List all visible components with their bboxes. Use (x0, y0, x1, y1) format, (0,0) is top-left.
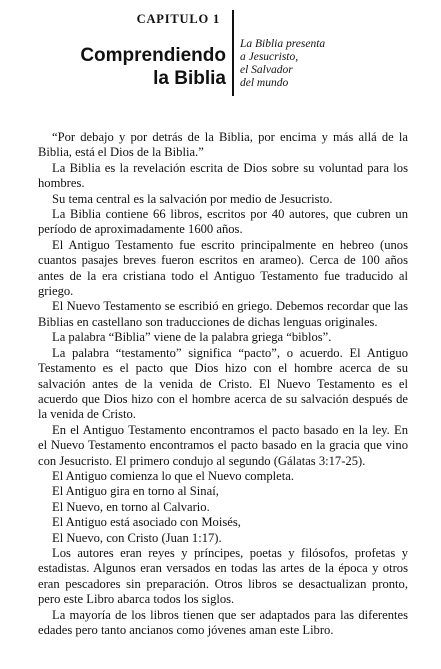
subtitle-line-1: La Biblia presenta (240, 38, 326, 50)
chapter-body (38, 130, 408, 638)
chapter-title-line-2: la Biblia (153, 68, 226, 89)
header-divider (232, 10, 234, 96)
paragraph-short: El Nuevo, en torno al Calvario. (52, 499, 210, 514)
chapter-title (70, 44, 226, 90)
paragraph-quote: “Por debajo y por detrás de la Biblia, por encima y más allá de la Biblia, está el Dios de la Biblia.” (38, 130, 408, 160)
paragraph: Los autores eran reyes y príncipes, poetas y filósofos, profetas y estadistas. Algunos eran versados en todas las artes de la época y otros eran pescadores sin preparación. Otros libros se desactualizan pronto, pero este Libro abarca todos los siglos. (38, 545, 408, 607)
paragraph: La Biblia contiene 66 libros, escritos por 40 autores, que cubren un período de aproximadamente 1600 años. (38, 207, 408, 237)
subtitle-line-2: a Jesucristo, (240, 51, 299, 63)
paragraph: El Antiguo Testamento fue escrito principalmente en hebreo (unos cuantos pasajes breves fueron escritos en arameo). Cerca de 100 años antes de la era cristiana todo el Antiguo Testamento fue traducido al griego. (38, 237, 408, 299)
chapter-title-line-1: Comprendiendo (80, 45, 226, 66)
paragraph: La palabra “Biblia” viene de la palabra griega “biblos”. (52, 330, 332, 345)
paragraph-short: El Antiguo gira en torno al Sinaí, (52, 484, 219, 499)
paragraph: La mayoría de los libros tienen que ser adaptados para las diferentes edades pero tanto ancianos como jóvenes aman este Libro. (38, 607, 408, 637)
chapter-label: CAPITULO 1 (136, 12, 220, 26)
paragraph: La palabra “testamento” significa “pacto”, o acuerdo. El Antiguo Testamento es el pacto que Dios hizo con el hombre acerca de su salvación antes de la venida de Cristo. El Nuevo Testamento es el acuerdo que Dios hizo con el hombre acerca de su salvación después de la venida de Cristo. (38, 345, 408, 422)
chapter-subtitle (240, 38, 380, 90)
paragraph-short: El Antiguo está asociado con Moisés, (52, 515, 241, 530)
paragraph: La Biblia es la revelación escrita de Dios sobre su voluntad para los hombres. (38, 160, 408, 191)
chapter-header (0, 0, 441, 120)
paragraph: El Nuevo Testamento se escribió en griego. Debemos recordar que las Biblias en castellano son traducciones de dichas lenguas originales. (38, 299, 408, 329)
subtitle-line-4: del mundo (240, 77, 289, 89)
paragraph: Su tema central es la salvación por medio de Jesucristo. (52, 191, 333, 206)
paragraph-short: El Antiguo comienza lo que el Nuevo completa. (52, 468, 295, 483)
paragraph-short: El Nuevo, con Cristo (Juan 1:17). (52, 530, 222, 545)
paragraph: En el Antiguo Testamento encontramos el pacto basado en la ley. En el Nuevo Testamento encontramos el pacto basado en la gracia que vino con Jesucristo. El primero condujo al segundo (Gálatas 3:17-25). (38, 422, 408, 468)
subtitle-line-3: el Salvador (240, 64, 293, 76)
